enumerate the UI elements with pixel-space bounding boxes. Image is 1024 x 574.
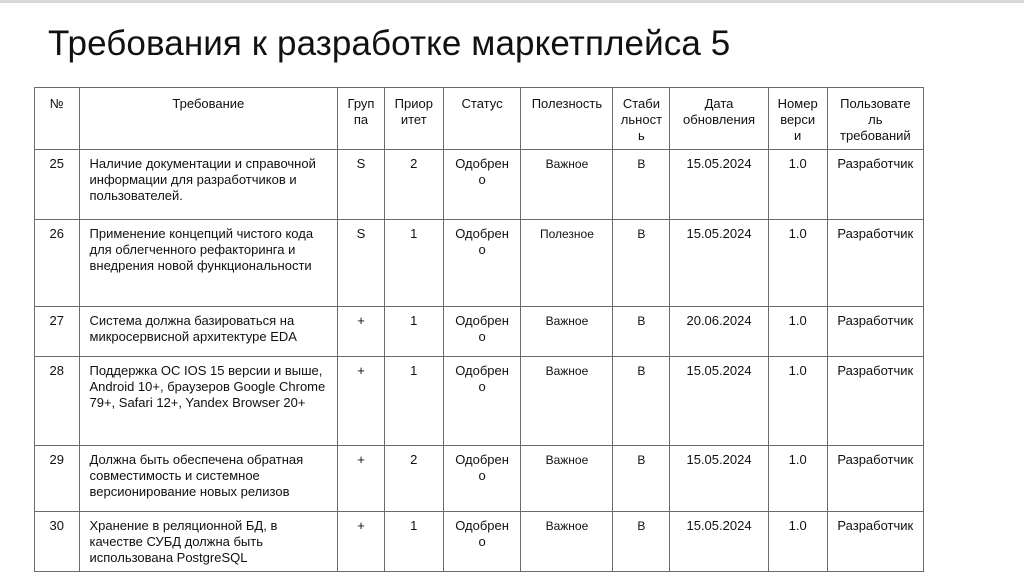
status-cell: Одобрен о <box>443 307 521 357</box>
version-cell: 1.0 <box>768 512 827 572</box>
col-header-version: Номер верси и <box>768 88 827 150</box>
version-cell: 1.0 <box>768 357 827 446</box>
requirement-user-cell: Разработчик <box>827 220 923 307</box>
requirements-table <box>34 87 924 572</box>
requirement-text: Наличие документации и справочной информации для разработчиков и пользователей. <box>79 150 338 220</box>
table-row <box>35 446 924 512</box>
requirement-user-cell: Разработчик <box>827 150 923 220</box>
version-cell: 1.0 <box>768 150 827 220</box>
row-number: 30 <box>35 512 80 572</box>
col-header-requirement: Требование <box>79 88 338 150</box>
table-row <box>35 220 924 307</box>
requirement-text: Система должна базироваться на микросервисной архитектуре EDA <box>79 307 338 357</box>
update-date-cell: 15.05.2024 <box>670 357 768 446</box>
group-cell: S <box>338 150 385 220</box>
table-row <box>35 357 924 446</box>
requirement-user-cell: Разработчик <box>827 446 923 512</box>
requirement-text: Поддержка ОС IOS 15 версии и выше, Android 10+, браузеров Google Chrome 79+, Safari 12+, Yandex Browser 20+ <box>79 357 338 446</box>
priority-cell: 1 <box>384 357 443 446</box>
requirement-user-cell: Разработчик <box>827 512 923 572</box>
usefulness-cell: Важное <box>521 150 613 220</box>
col-header-usefulness: Полезность <box>521 88 613 150</box>
group-cell: + <box>338 446 385 512</box>
stability-cell: В <box>613 150 670 220</box>
status-cell: Одобрен о <box>443 446 521 512</box>
requirement-text: Хранение в реляционной БД, в качестве СУБД должна быть использована PostgreSQL <box>79 512 338 572</box>
update-date-cell: 15.05.2024 <box>670 512 768 572</box>
top-divider <box>0 0 1024 3</box>
table-row <box>35 150 924 220</box>
priority-cell: 1 <box>384 512 443 572</box>
col-header-requirement-user: Пользовате ль требований <box>827 88 923 150</box>
requirement-text: Должна быть обеспечена обратная совместимость и системное версионирование новых релизов <box>79 446 338 512</box>
row-number: 28 <box>35 357 80 446</box>
status-cell: Одобрен о <box>443 150 521 220</box>
priority-cell: 1 <box>384 307 443 357</box>
version-cell: 1.0 <box>768 446 827 512</box>
update-date-cell: 15.05.2024 <box>670 220 768 307</box>
version-cell: 1.0 <box>768 307 827 357</box>
usefulness-cell: Важное <box>521 357 613 446</box>
requirement-user-cell: Разработчик <box>827 357 923 446</box>
stability-cell: В <box>613 307 670 357</box>
usefulness-cell: Важное <box>521 446 613 512</box>
stability-cell: В <box>613 446 670 512</box>
page-title: Требования к разработке маркетплейса 5 <box>48 24 731 63</box>
row-number: 27 <box>35 307 80 357</box>
status-cell: Одобрен о <box>443 357 521 446</box>
version-cell: 1.0 <box>768 220 827 307</box>
row-number: 29 <box>35 446 80 512</box>
requirement-text: Применение концепций чистого кода для облегченного рефакторинга и внедрения новой функциональности <box>79 220 338 307</box>
col-header-number: № <box>35 88 80 150</box>
row-number: 26 <box>35 220 80 307</box>
usefulness-cell: Полезное <box>521 220 613 307</box>
table-row <box>35 307 924 357</box>
priority-cell: 1 <box>384 220 443 307</box>
stability-cell: В <box>613 512 670 572</box>
status-cell: Одобрен о <box>443 220 521 307</box>
usefulness-cell: Важное <box>521 307 613 357</box>
usefulness-cell: Важное <box>521 512 613 572</box>
table-row <box>35 512 924 572</box>
status-cell: Одобрен о <box>443 512 521 572</box>
col-header-update-date: Дата обновления <box>670 88 768 150</box>
col-header-status: Статус <box>443 88 521 150</box>
col-header-group: Груп па <box>338 88 385 150</box>
group-cell: + <box>338 307 385 357</box>
stability-cell: В <box>613 220 670 307</box>
col-header-priority: Приор итет <box>384 88 443 150</box>
col-header-stability: Стаби льност ь <box>613 88 670 150</box>
update-date-cell: 15.05.2024 <box>670 150 768 220</box>
stability-cell: В <box>613 357 670 446</box>
update-date-cell: 20.06.2024 <box>670 307 768 357</box>
row-number: 25 <box>35 150 80 220</box>
priority-cell: 2 <box>384 150 443 220</box>
update-date-cell: 15.05.2024 <box>670 446 768 512</box>
priority-cell: 2 <box>384 446 443 512</box>
header-row <box>35 88 924 150</box>
requirement-user-cell: Разработчик <box>827 307 923 357</box>
group-cell: + <box>338 357 385 446</box>
group-cell: S <box>338 220 385 307</box>
group-cell: + <box>338 512 385 572</box>
